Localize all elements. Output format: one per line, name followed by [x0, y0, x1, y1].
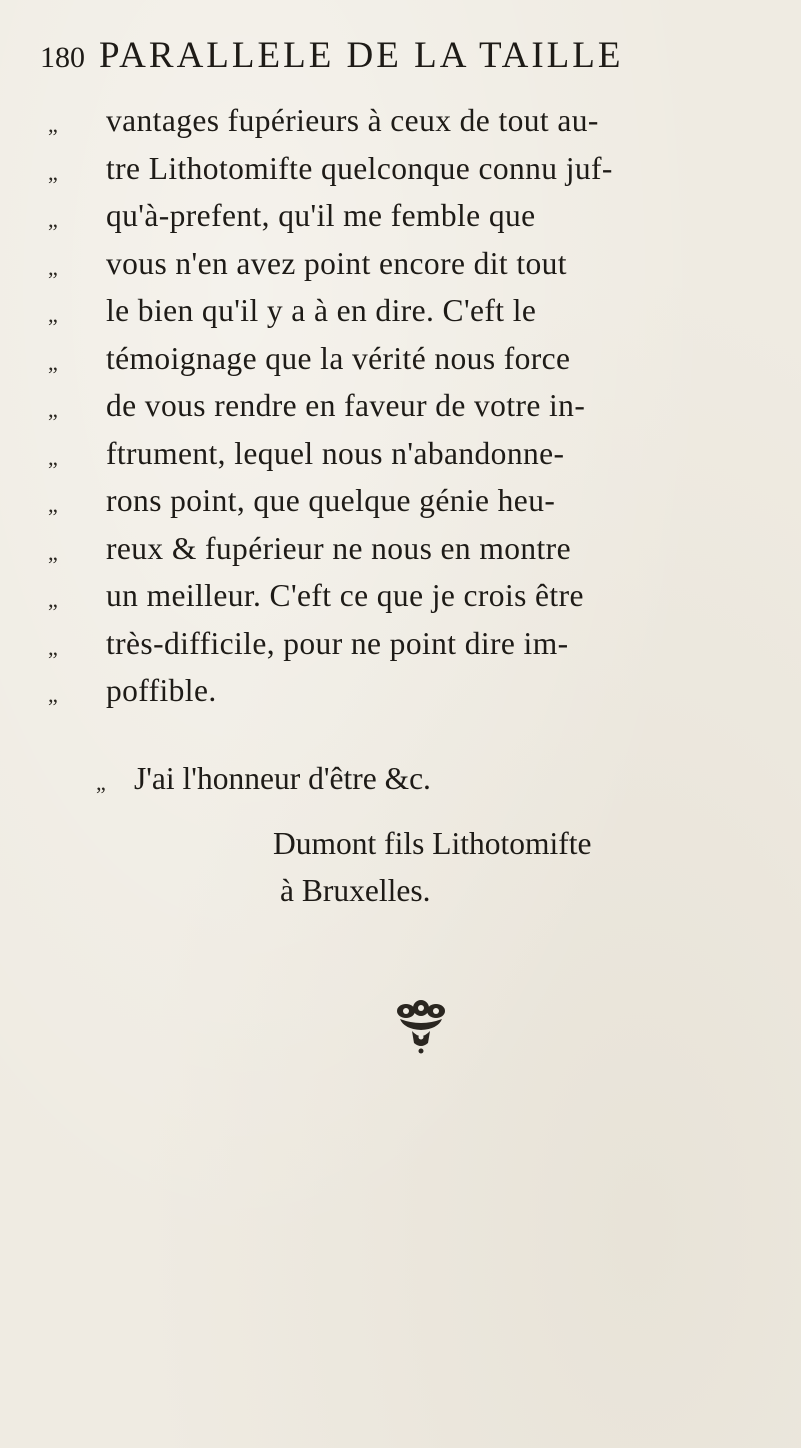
text-line: [48, 97, 758, 145]
quotation-mark: „: [48, 112, 59, 137]
line-text: reux & fupérieur ne nous en montre: [106, 530, 571, 566]
text-line: [48, 572, 758, 620]
quotation-mark: „: [48, 587, 59, 612]
line-text: rons point, que quelque génie heu-: [106, 483, 556, 518]
quotation-mark: „: [48, 539, 59, 565]
quotation-mark: „: [48, 349, 59, 375]
line-text: vous n'en avez point encore dit tout: [106, 245, 567, 281]
text-line: [48, 145, 758, 193]
line-text: témoignage que la vérité nous force: [106, 340, 571, 376]
line-text: qu'à-prefent, qu'il me femble que: [106, 198, 536, 233]
line-text: tre Lithotomifte quelconque connu juf-: [106, 150, 613, 186]
text-line: [48, 240, 758, 288]
letter-text: [48, 97, 758, 715]
text-line: [48, 477, 758, 525]
line-text: un meilleur. C'eft ce que je crois être: [106, 578, 584, 613]
text-line: [48, 430, 758, 478]
signature-block: [273, 820, 773, 914]
quotation-mark: „: [48, 302, 59, 327]
signature-name: Dumont fils Lithotomifte: [273, 826, 592, 861]
text-line: [48, 382, 758, 430]
line-text: ftrument, lequel nous n'abandonne-: [106, 435, 565, 471]
text-line: [48, 287, 758, 335]
text-line: [48, 667, 758, 715]
quotation-mark: „: [48, 397, 59, 422]
text-line: [48, 525, 758, 573]
line-text: de vous rendre en faveur de votre in-: [106, 388, 586, 423]
quotation-mark: „: [48, 682, 59, 707]
quotation-mark: „: [48, 207, 59, 232]
line-text: poffible.: [106, 673, 217, 708]
quotation-mark: „: [48, 254, 59, 280]
text-line: [48, 335, 758, 383]
quotation-mark: „: [48, 444, 59, 470]
quotation-mark: „: [48, 159, 59, 185]
line-text: vantages fupérieurs à ceux de tout au-: [106, 103, 599, 138]
text-line: [48, 620, 758, 668]
page-header: [40, 34, 623, 84]
closing-formula: [96, 755, 710, 803]
line-text: très-difficile, pour ne point dire im-: [106, 625, 569, 661]
text-line: [48, 192, 758, 240]
printer-ornament-icon: [392, 997, 450, 1055]
page-number: 180: [40, 41, 85, 74]
running-head: PARALLELE DE LA TAILLE: [99, 35, 624, 76]
quotation-mark: „: [48, 634, 59, 660]
line-text: le bien qu'il y a à en dire. C'eft le: [106, 293, 537, 328]
quotation-mark: „: [96, 770, 106, 795]
signature-place: à Bruxelles.: [280, 873, 431, 908]
closing-text: J'ai l'honneur d'être &c.: [134, 761, 431, 796]
quotation-mark: „: [48, 492, 59, 517]
